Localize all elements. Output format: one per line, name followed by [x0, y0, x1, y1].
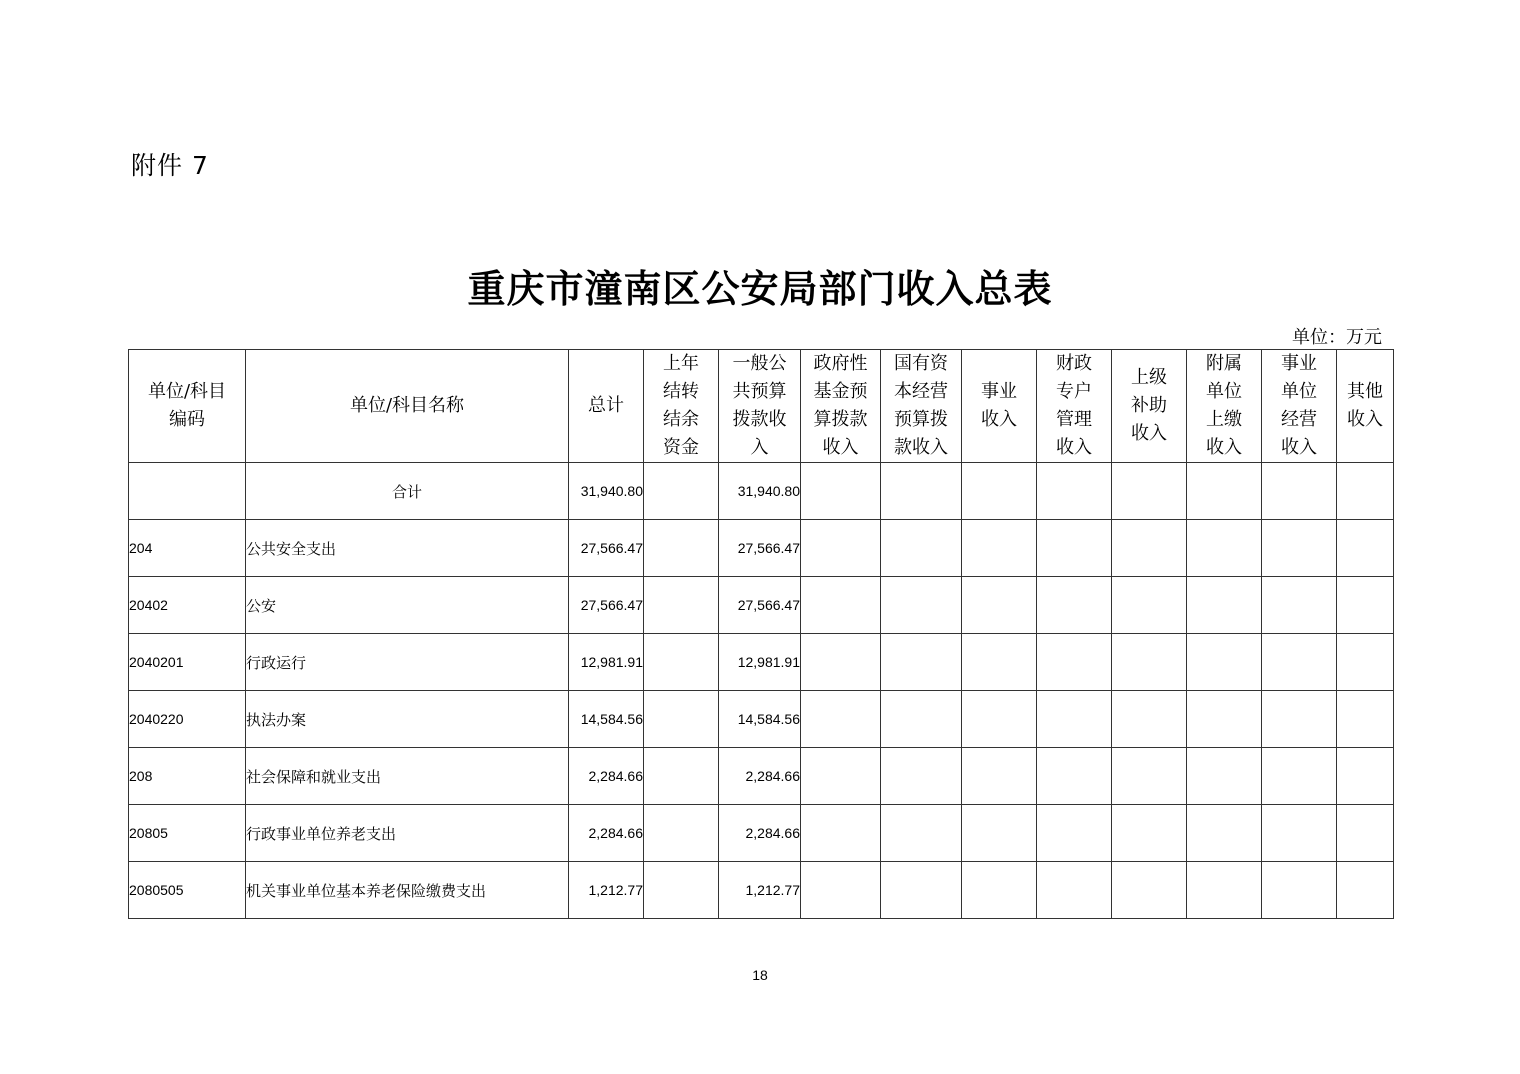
header-total: 总计: [569, 350, 644, 463]
empty-cell: [1037, 805, 1112, 862]
header-fiscal-special: 财政专户管理收入: [1037, 350, 1112, 463]
empty-cell: [1187, 691, 1262, 748]
row-general-budget: 2,284.66: [719, 805, 801, 862]
empty-cell: [1112, 634, 1187, 691]
empty-cell: [1337, 577, 1394, 634]
table-row: [129, 862, 1394, 919]
row-general-budget: 31,940.80: [719, 463, 801, 520]
empty-cell: [801, 520, 881, 577]
page-title: 重庆市潼南区公安局部门收入总表: [467, 266, 1053, 311]
header-business-income: 事业收入: [962, 350, 1037, 463]
header-affiliated-turnover: 附属单位上缴收入: [1187, 350, 1262, 463]
empty-cell: [801, 862, 881, 919]
header-carryover: 上年结转结余资金: [644, 350, 719, 463]
row-carryover: [644, 520, 719, 577]
empty-cell: [1187, 862, 1262, 919]
empty-cell: [1337, 634, 1394, 691]
empty-cell: [881, 520, 962, 577]
row-total: 12,981.91: [569, 634, 644, 691]
row-code: [129, 463, 246, 520]
header-gov-fund: 政府性基金预算拨款收入: [801, 350, 881, 463]
empty-cell: [1112, 577, 1187, 634]
empty-cell: [1112, 520, 1187, 577]
empty-cell: [1037, 862, 1112, 919]
row-total: 31,940.80: [569, 463, 644, 520]
row-carryover: [644, 805, 719, 862]
row-general-budget: 12,981.91: [719, 634, 801, 691]
row-code: 2040220: [129, 691, 246, 748]
table-row: [129, 634, 1394, 691]
empty-cell: [881, 463, 962, 520]
empty-cell: [1337, 748, 1394, 805]
empty-cell: [962, 805, 1037, 862]
empty-cell: [1187, 748, 1262, 805]
empty-cell: [801, 634, 881, 691]
row-name: 公安: [246, 577, 569, 634]
empty-cell: [801, 691, 881, 748]
row-total: 14,584.56: [569, 691, 644, 748]
empty-cell: [1262, 862, 1337, 919]
table-row: [129, 577, 1394, 634]
empty-cell: [881, 862, 962, 919]
table-row: [129, 805, 1394, 862]
row-carryover: [644, 862, 719, 919]
empty-cell: [1187, 805, 1262, 862]
header-code: 单位/科目编码: [129, 350, 246, 463]
unit-label: 单位：万元: [1292, 327, 1382, 348]
empty-cell: [962, 862, 1037, 919]
header-other-income: 其他收入: [1337, 350, 1394, 463]
header-name: 单位/科目名称: [246, 350, 569, 463]
row-name: 执法办案: [246, 691, 569, 748]
empty-cell: [1037, 577, 1112, 634]
row-name: 机关事业单位基本养老保险缴费支出: [246, 862, 569, 919]
empty-cell: [1262, 577, 1337, 634]
empty-cell: [1112, 463, 1187, 520]
row-name: 合计: [246, 463, 569, 520]
row-total: 2,284.66: [569, 748, 644, 805]
row-carryover: [644, 577, 719, 634]
row-total: 2,284.66: [569, 805, 644, 862]
row-name: 行政事业单位养老支出: [246, 805, 569, 862]
empty-cell: [1187, 520, 1262, 577]
empty-cell: [881, 805, 962, 862]
empty-cell: [962, 463, 1037, 520]
row-code: 2080505: [129, 862, 246, 919]
table-row: [129, 463, 1394, 520]
header-general-budget: 一般公共预算拨款收入: [719, 350, 801, 463]
empty-cell: [1262, 805, 1337, 862]
attachment-label: 附件 7: [131, 151, 209, 180]
empty-cell: [1037, 748, 1112, 805]
row-carryover: [644, 634, 719, 691]
empty-cell: [1037, 520, 1112, 577]
row-name: 社会保障和就业支出: [246, 748, 569, 805]
page-number: 18: [752, 967, 768, 983]
row-name: 公共安全支出: [246, 520, 569, 577]
empty-cell: [962, 748, 1037, 805]
row-code: 2040201: [129, 634, 246, 691]
empty-cell: [1337, 463, 1394, 520]
empty-cell: [881, 691, 962, 748]
empty-cell: [1112, 691, 1187, 748]
empty-cell: [1037, 691, 1112, 748]
row-name: 行政运行: [246, 634, 569, 691]
income-table: [128, 349, 1394, 919]
empty-cell: [1262, 691, 1337, 748]
empty-cell: [1337, 805, 1394, 862]
header-row: [129, 350, 1394, 463]
empty-cell: [801, 577, 881, 634]
empty-cell: [1037, 634, 1112, 691]
row-code: 204: [129, 520, 246, 577]
empty-cell: [962, 634, 1037, 691]
row-total: 27,566.47: [569, 577, 644, 634]
row-code: 20805: [129, 805, 246, 862]
empty-cell: [1337, 520, 1394, 577]
empty-cell: [962, 577, 1037, 634]
table-row: [129, 691, 1394, 748]
empty-cell: [1262, 748, 1337, 805]
empty-cell: [1187, 634, 1262, 691]
table-row: [129, 520, 1394, 577]
empty-cell: [1262, 634, 1337, 691]
empty-cell: [1337, 691, 1394, 748]
empty-cell: [881, 748, 962, 805]
empty-cell: [801, 748, 881, 805]
row-code: 208: [129, 748, 246, 805]
empty-cell: [1187, 577, 1262, 634]
empty-cell: [1037, 463, 1112, 520]
empty-cell: [1337, 862, 1394, 919]
empty-cell: [1262, 520, 1337, 577]
row-carryover: [644, 691, 719, 748]
row-code: 20402: [129, 577, 246, 634]
row-general-budget: 14,584.56: [719, 691, 801, 748]
row-general-budget: 2,284.66: [719, 748, 801, 805]
empty-cell: [881, 634, 962, 691]
empty-cell: [1112, 748, 1187, 805]
empty-cell: [962, 691, 1037, 748]
row-general-budget: 1,212.77: [719, 862, 801, 919]
header-state-capital: 国有资本经营预算拨款收入: [881, 350, 962, 463]
empty-cell: [1187, 463, 1262, 520]
empty-cell: [801, 463, 881, 520]
row-general-budget: 27,566.47: [719, 577, 801, 634]
empty-cell: [1262, 463, 1337, 520]
header-operating-income: 事业单位经营收入: [1262, 350, 1337, 463]
row-carryover: [644, 748, 719, 805]
empty-cell: [1112, 862, 1187, 919]
row-total: 27,566.47: [569, 520, 644, 577]
row-total: 1,212.77: [569, 862, 644, 919]
row-general-budget: 27,566.47: [719, 520, 801, 577]
empty-cell: [801, 805, 881, 862]
empty-cell: [881, 577, 962, 634]
row-carryover: [644, 463, 719, 520]
table-row: [129, 748, 1394, 805]
empty-cell: [962, 520, 1037, 577]
empty-cell: [1112, 805, 1187, 862]
header-superior-subsidy: 上级补助收入: [1112, 350, 1187, 463]
